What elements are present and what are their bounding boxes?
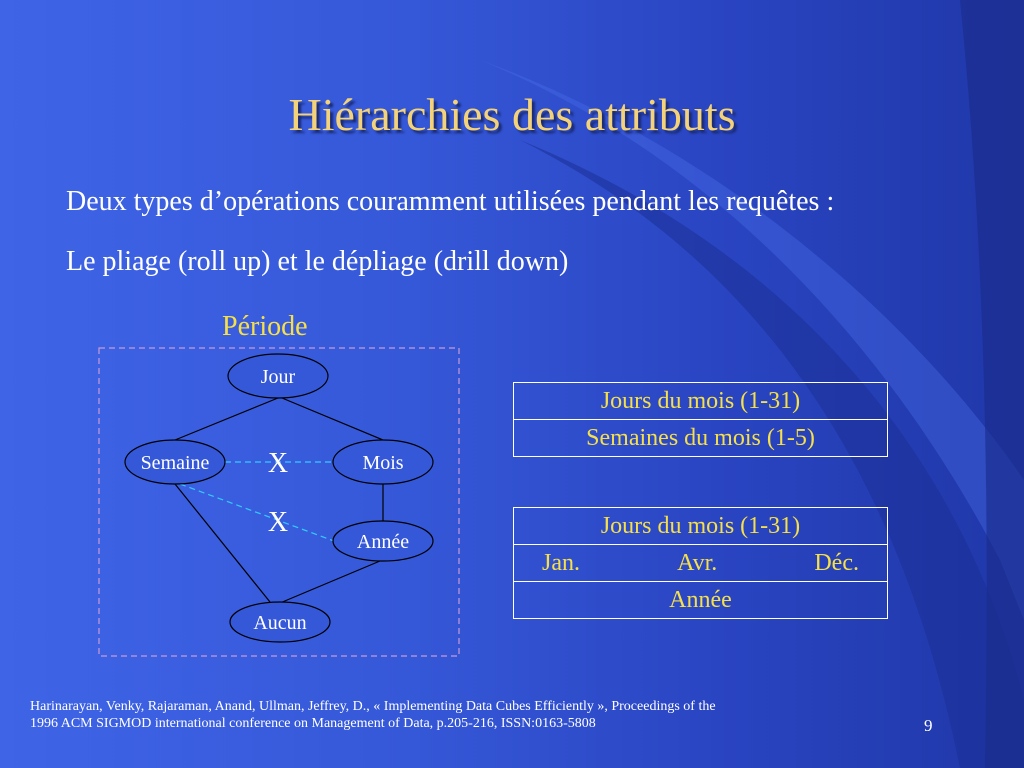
citation-line-1: Harinarayan, Venky, Rajaraman, Anand, Ullman, Jeffrey, D., « Implementing Data Cubes Efficiently », Proceedings of the — [30, 699, 716, 714]
edge-jour-mois — [282, 398, 383, 440]
table-cell — [514, 545, 888, 582]
month-dec: Déc. — [814, 550, 859, 576]
citation — [30, 698, 900, 732]
node-semaine — [125, 440, 225, 484]
body-line-2: Le pliage (roll up) et le dépliage (drill down) — [66, 246, 569, 277]
table-cell: Jours du mois (1-31) — [514, 383, 888, 420]
cross-mark-1: X — [267, 448, 289, 479]
node-annee-label: Année — [356, 531, 410, 553]
node-aucun — [230, 602, 330, 642]
page-number: 9 — [924, 716, 933, 735]
cross-mark-2: X — [267, 507, 289, 538]
table-row — [514, 508, 888, 545]
node-jour — [228, 354, 328, 398]
node-jour-label: Jour — [260, 366, 296, 388]
node-mois-label: Mois — [362, 452, 404, 474]
slide-title: Hiérarchies des attributs — [288, 89, 736, 140]
month-jan: Jan. — [542, 550, 580, 576]
body-line-1: Deux types d’opérations couramment utilisées pendant les requêtes : — [66, 186, 835, 217]
months-row — [514, 546, 887, 580]
node-annee — [333, 521, 433, 561]
citation-line-2: 1996 ACM SIGMOD international conference on Management of Data, p.205-216, ISSN:0163-5808 — [30, 716, 596, 731]
edge-semaine-aucun — [175, 484, 270, 602]
edge-annee-aucun — [280, 561, 380, 603]
diagram-label: Période — [222, 311, 308, 342]
month-avr: Avr. — [677, 550, 718, 576]
table-row — [514, 420, 888, 457]
edge-jour-semaine — [175, 398, 278, 440]
table-cell: Année — [514, 582, 888, 619]
days-months-year-table — [513, 507, 888, 619]
node-mois — [333, 440, 433, 484]
table-row — [514, 582, 888, 619]
days-weeks-table — [513, 382, 888, 457]
dashed-link-semaine-annee — [180, 484, 334, 541]
table-row — [514, 545, 888, 582]
table-cell: Semaines du mois (1-5) — [514, 420, 888, 457]
table-cell: Jours du mois (1-31) — [514, 508, 888, 545]
node-semaine-label: Semaine — [140, 452, 210, 474]
table-row — [514, 383, 888, 420]
node-aucun-label: Aucun — [253, 612, 307, 634]
